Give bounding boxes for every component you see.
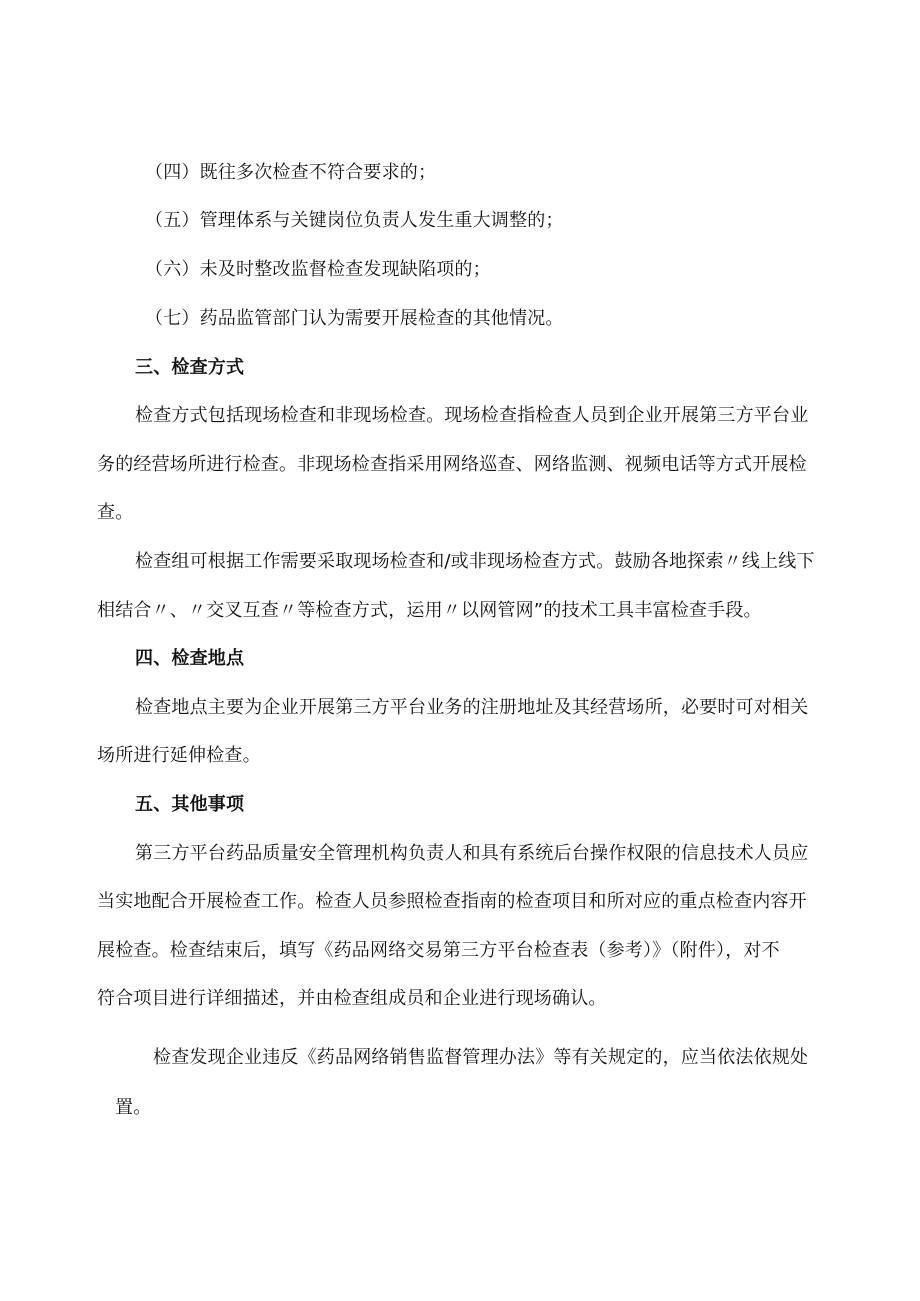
section-heading-inspection-method: 三、检查方式 [135, 357, 245, 378]
list-item-six: （六）未及时整改监督检查发现缺陷项的； [145, 259, 491, 280]
paragraph-line: 检查地点主要为企业开展第三方平台业务的注册地址及其经营场所，必要时可对相关 [135, 697, 809, 718]
paragraph-line: 检查组可根据工作需要采取现场检查和/或非现场检查方式。鼓励各地探索〃线上线下 [135, 551, 815, 572]
section-heading-other-matters: 五、其他事项 [135, 794, 245, 815]
paragraph-line: 置。 [115, 1097, 152, 1118]
paragraph-line: 务的经营场所进行检查。非现场检查指采用网络巡查、网络监测、视频电话等方式开展检 [97, 454, 807, 475]
paragraph-line: 查。 [97, 502, 134, 523]
paragraph-line: 当实地配合开展检查工作。检查人员参照检查指南的检查项目和所对应的重点检查内容开 [97, 891, 807, 912]
paragraph-line: 展检查。检查结束后，填写《药品网络交易第三方平台检查表（参考）》（附件），对不 [97, 940, 780, 961]
list-item-seven: （七）药品监管部门认为需要开展检查的其他情况。 [145, 308, 564, 329]
paragraph-line: 检查方式包括现场检查和非现场检查。现场检查指检查人员到企业开展第三方平台业 [135, 405, 809, 426]
paragraph-line: 符合项目进行详细描述，并由检查组成员和企业进行现场确认。 [97, 988, 607, 1009]
paragraph-line: 第三方平台药品质量安全管理机构负责人和具有系统后台操作权限的信息技术人员应 [135, 843, 809, 864]
section-heading-inspection-location: 四、检查地点 [135, 648, 245, 669]
list-item-four: （四）既往多次检查不符合要求的； [145, 162, 437, 183]
paragraph-line: 相结合〃、〃交叉互查〃等检查方式，运用〃以网管网”的技术工具丰富检查手段。 [97, 600, 762, 621]
paragraph-line: 检查发现企业违反《药品网络销售监督管理办法》等有关规定的，应当依法依规处 [153, 1047, 809, 1068]
list-item-five: （五）管理体系与关键岗位负责人发生重大调整的； [145, 210, 564, 231]
paragraph-line: 场所进行延伸检查。 [97, 745, 261, 766]
